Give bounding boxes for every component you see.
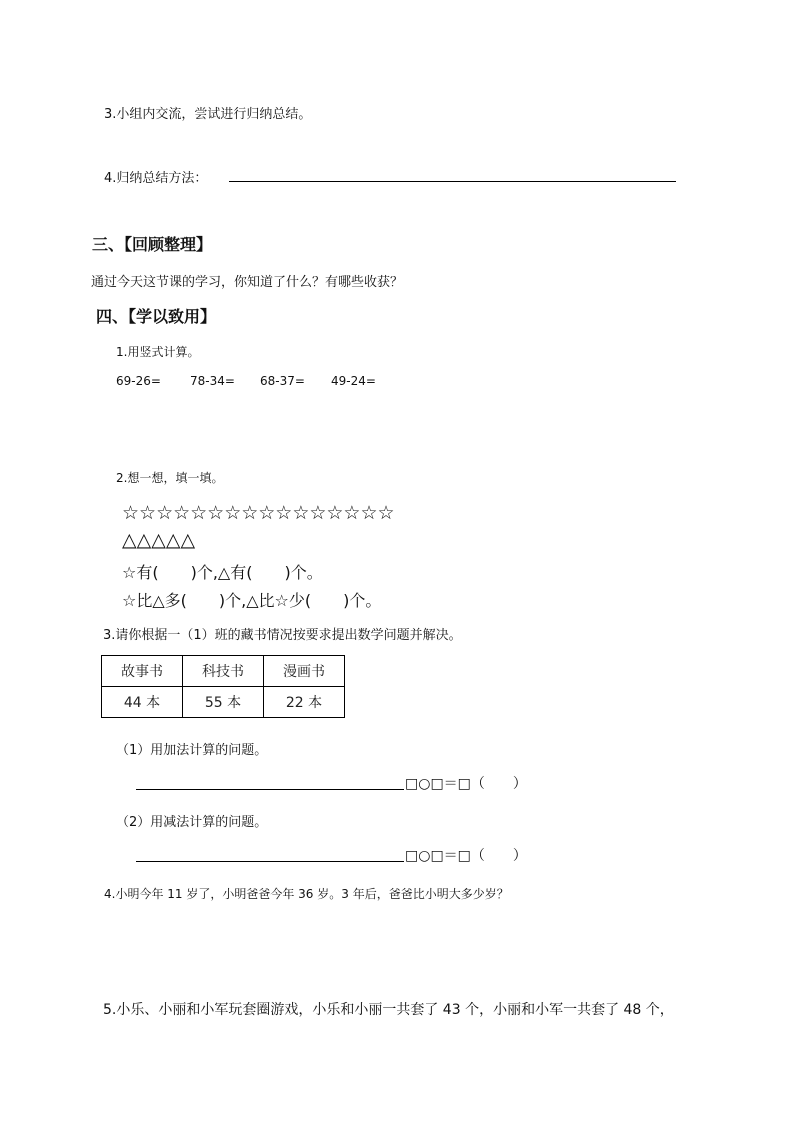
method-answer-line[interactable]	[229, 181, 676, 182]
table-row	[102, 687, 345, 718]
q2-title: 2.想一想，填一填。	[116, 471, 224, 485]
q2-line-1: ☆有( )个,△有( )个。	[122, 563, 323, 582]
q1-title: 1.用竖式计算。	[116, 345, 200, 359]
item-3-text: 3.小组内交流，尝试进行归纳总结。	[104, 107, 312, 122]
table-header-row	[102, 656, 345, 687]
q2-stars: ☆☆☆☆☆☆☆☆☆☆☆☆☆☆☆☆	[122, 502, 395, 524]
section-3-heading: 三、【回顾整理】	[92, 235, 213, 254]
q1-expr-4: 49-24=	[331, 374, 376, 388]
books-table	[101, 655, 345, 718]
q5-text: 5.小乐、小丽和小军玩套圈游戏，小乐和小丽一共套了 43 个，小丽和小军一共套了 48 个，	[103, 1002, 674, 1018]
q3-sub-1: （1）用加法计算的问题。	[116, 743, 268, 758]
table-header-cell: 漫画书	[264, 656, 345, 687]
table-cell: 22 本	[264, 687, 345, 718]
q2-triangles: △△△△△	[122, 529, 196, 551]
q3-sub-2-answer-line[interactable]	[136, 861, 404, 862]
section-4-heading: 四、【学以致用】	[96, 307, 217, 326]
table-cell: 55 本	[183, 687, 264, 718]
q3-sub-1-answer-line[interactable]	[136, 789, 404, 790]
q3-sub-1-formula: □○□＝□（ ）	[405, 776, 527, 792]
q2-line-2: ☆比△多( )个,△比☆少( )个。	[122, 591, 382, 610]
q4-text: 4.小明今年 11 岁了，小明爸爸今年 36 岁。3 年后，爸爸比小明大多少岁？	[104, 887, 509, 901]
q1-expr-3: 68-37=	[260, 374, 305, 388]
q3-sub-2-formula: □○□＝□（ ）	[405, 848, 527, 864]
q3-title: 3.请你根据一（1）班的藏书情况按要求提出数学问题并解决。	[103, 628, 462, 643]
table-cell: 44 本	[102, 687, 183, 718]
table-header-cell: 科技书	[183, 656, 264, 687]
q3-sub-2: （2）用减法计算的问题。	[116, 815, 268, 830]
item-4-label: 4.归纳总结方法：	[104, 171, 208, 186]
table-header-cell: 故事书	[102, 656, 183, 687]
section-3-text: 通过今天这节课的学习，你知道了什么？有哪些收获？	[91, 275, 404, 290]
q1-expr-2: 78-34=	[190, 374, 235, 388]
q1-expr-1: 69-26=	[116, 374, 161, 388]
